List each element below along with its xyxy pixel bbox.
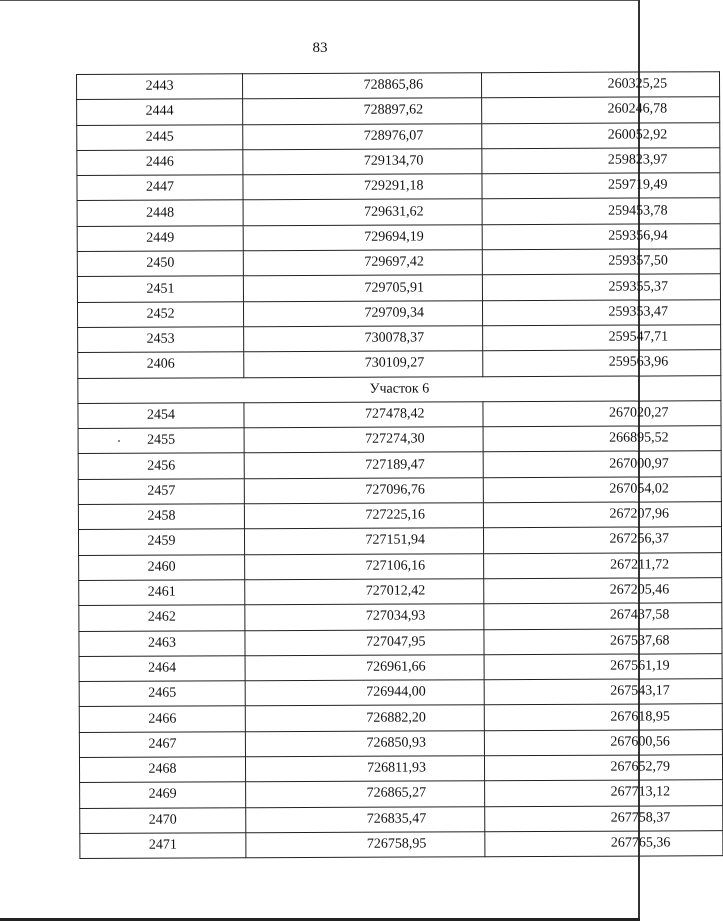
y-coordinate-cell: 267437,58 (484, 603, 722, 629)
x-coordinate-cell: 726850,93 (245, 730, 484, 756)
point-number-cell: 2448 (77, 200, 243, 226)
point-number-cell: 2463 (79, 630, 245, 656)
point-number-cell: 2469 (80, 782, 246, 808)
table-row (78, 426, 721, 454)
y-coordinate-cell: 259823,97 (482, 148, 720, 174)
x-coordinate-cell: 729709,34 (243, 300, 482, 326)
scan-speck (118, 440, 120, 442)
y-coordinate-cell: 260325,25 (481, 72, 719, 98)
section-header (78, 375, 721, 403)
y-coordinate-cell: 260246,78 (482, 97, 720, 123)
x-coordinate-cell: 727012,42 (245, 579, 484, 605)
x-coordinate-cell: 726865,27 (246, 781, 485, 807)
x-coordinate-cell: 726944,00 (245, 680, 484, 706)
y-coordinate-cell: 267207,96 (483, 502, 721, 528)
y-coordinate-cell: 267256,37 (483, 527, 721, 553)
section-title: Участок 6 (78, 375, 721, 403)
point-number-cell: 2458 (78, 504, 244, 530)
table-row (79, 654, 722, 682)
x-coordinate-cell: 727151,94 (244, 528, 483, 554)
x-coordinate-cell: 727189,47 (244, 452, 483, 478)
y-coordinate-cell: 267205,46 (484, 578, 722, 604)
point-number-cell: 2464 (79, 656, 245, 682)
point-number-cell: 2449 (77, 226, 243, 252)
table-row (78, 350, 721, 378)
point-number-cell: 2471 (80, 833, 246, 859)
point-number-cell: 2455 (78, 428, 244, 454)
y-coordinate-cell: 267543,17 (484, 679, 722, 705)
point-number-cell: 2452 (77, 301, 243, 327)
point-number-cell: 2443 (77, 74, 243, 100)
x-coordinate-cell: 729291,18 (243, 174, 482, 200)
point-number-cell: 2467 (79, 731, 245, 757)
scan-border-top (0, 0, 640, 1)
x-coordinate-cell: 730078,37 (244, 326, 483, 352)
x-coordinate-cell: 729697,42 (243, 250, 482, 276)
point-number-cell: 2451 (77, 276, 243, 302)
point-number-cell: 2446 (77, 150, 243, 176)
y-coordinate-cell: 267713,12 (485, 780, 723, 806)
y-coordinate-cell: 267618,95 (484, 704, 722, 730)
y-coordinate-cell: 267020,27 (483, 401, 721, 427)
y-coordinate-cell: 259547,71 (483, 325, 721, 351)
x-coordinate-cell: 726758,95 (246, 832, 485, 858)
table-row (78, 325, 721, 353)
y-coordinate-cell: 267600,56 (484, 729, 722, 755)
point-number-cell: 2447 (77, 175, 243, 201)
point-number-cell: 2445 (77, 124, 243, 150)
page-number: 83 (312, 40, 328, 56)
table-row (79, 729, 722, 757)
x-coordinate-cell: 727096,76 (244, 477, 483, 503)
y-coordinate-cell: 267054,02 (483, 476, 721, 502)
y-coordinate-cell: 259356,94 (482, 223, 720, 249)
table-row (78, 476, 721, 504)
table-row (77, 223, 720, 251)
point-number-cell: 2453 (78, 327, 244, 353)
point-number-cell: 2459 (78, 529, 244, 555)
x-coordinate-cell: 726835,47 (246, 806, 485, 832)
table-row (80, 780, 723, 808)
table-row (77, 299, 720, 327)
point-number-cell: 2466 (79, 706, 245, 732)
point-number-cell: 2461 (79, 580, 245, 606)
y-coordinate-cell: 259355,37 (482, 274, 720, 300)
table-row (78, 451, 721, 479)
y-coordinate-cell: 267758,37 (485, 805, 723, 831)
table-row (77, 249, 720, 277)
table-row (80, 831, 723, 859)
x-coordinate-cell: 726811,93 (245, 756, 484, 782)
table-row (77, 97, 720, 125)
x-coordinate-cell: 729134,70 (243, 149, 482, 175)
table-row (77, 198, 720, 226)
point-number-cell: 2470 (80, 807, 246, 833)
y-coordinate-cell: 259563,96 (483, 350, 721, 376)
x-coordinate-cell: 728865,86 (243, 73, 482, 99)
table-row (77, 72, 720, 100)
table-row (79, 704, 722, 732)
table-row (79, 628, 722, 656)
x-coordinate-cell: 729705,91 (243, 275, 482, 301)
point-number-cell: 2454 (78, 403, 244, 429)
y-coordinate-cell: 260052,92 (482, 122, 720, 148)
table-row (79, 578, 722, 606)
point-number-cell: 2444 (77, 99, 243, 125)
table-row (77, 173, 720, 201)
y-coordinate-cell: 267561,19 (484, 654, 722, 680)
coordinates-table (76, 71, 723, 859)
table-body-after (78, 401, 723, 859)
x-coordinate-cell: 727478,42 (244, 402, 483, 428)
point-number-cell: 2456 (78, 453, 244, 479)
y-coordinate-cell: 266895,52 (483, 426, 721, 452)
table-row (78, 401, 721, 429)
table-row (79, 552, 722, 580)
x-coordinate-cell: 730109,27 (244, 351, 483, 377)
table-row (77, 122, 720, 150)
point-number-cell: 2462 (79, 605, 245, 631)
table-row (77, 274, 720, 302)
y-coordinate-cell: 259453,78 (482, 198, 720, 224)
y-coordinate-cell: 267537,68 (484, 628, 722, 654)
point-number-cell: 2406 (78, 352, 244, 378)
x-coordinate-cell: 727274,30 (244, 427, 483, 453)
y-coordinate-cell: 267000,97 (483, 451, 721, 477)
table-row (80, 805, 723, 833)
x-coordinate-cell: 729631,62 (243, 199, 482, 225)
point-number-cell: 2468 (79, 757, 245, 783)
y-coordinate-cell: 259357,50 (482, 249, 720, 275)
y-coordinate-cell: 267652,79 (484, 755, 722, 781)
x-coordinate-cell: 728976,07 (243, 123, 482, 149)
x-coordinate-cell: 727225,16 (244, 503, 483, 529)
y-coordinate-cell: 267765,36 (485, 831, 723, 857)
table-row (79, 603, 722, 631)
table-body-before (77, 72, 721, 378)
table-row (78, 502, 721, 530)
table-row (79, 755, 722, 783)
table-row (79, 679, 722, 707)
point-number-cell: 2450 (77, 251, 243, 277)
point-number-cell: 2457 (78, 479, 244, 505)
point-number-cell: 2460 (79, 554, 245, 580)
x-coordinate-cell: 727034,93 (245, 604, 484, 630)
y-coordinate-cell: 267211,72 (484, 552, 722, 578)
table-row (77, 148, 720, 176)
y-coordinate-cell: 259353,47 (482, 299, 720, 325)
y-coordinate-cell: 259719,49 (482, 173, 720, 199)
x-coordinate-cell: 728897,62 (243, 98, 482, 124)
section-row (78, 375, 721, 403)
x-coordinate-cell: 726961,66 (245, 655, 484, 681)
point-number-cell: 2465 (79, 681, 245, 707)
x-coordinate-cell: 729694,19 (243, 225, 482, 251)
x-coordinate-cell: 727106,16 (245, 553, 484, 579)
table-row (78, 527, 721, 555)
x-coordinate-cell: 726882,20 (245, 705, 484, 731)
x-coordinate-cell: 727047,95 (245, 629, 484, 655)
